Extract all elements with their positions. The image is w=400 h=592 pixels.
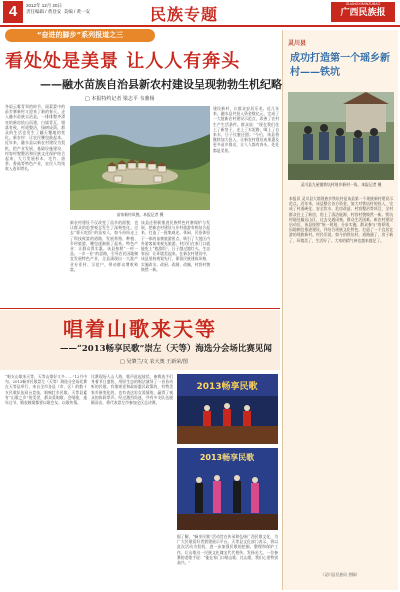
story1-photo xyxy=(70,106,210,210)
series-tag: “奋进的脚步”系列报道之三 xyxy=(5,29,155,42)
paper-name-zh: 广西民族报 xyxy=(340,8,386,18)
story1-column-3: 该县还积极推进民族特色村寨保护与发展，把新农村建设与乡村旅游有机结合起来，打造了一批集观光、休闲、民俗体验于一体的苗寨旅游景点，吸引了大批区内外游客前来观光旅游。村民们在家门口就能吃上“旅游饭”，日子越过越红火。生态家园：让环境美起来。在新农村建设中，该县坚持规划先行，保留民族建筑风格，实施改水、改厨、改厕、改圈，村容村貌焕然一新。 xyxy=(141,220,210,272)
story2-title: 唱着山歌来天等 xyxy=(63,317,217,341)
singers-stage-image xyxy=(177,448,278,530)
headline: 看处处是美景 让人人有奔头 xyxy=(5,51,241,72)
sidebar-photo xyxy=(288,92,394,180)
section-title: 民族专题 xyxy=(150,5,219,24)
stage-banner-text-2: 2013畅享民歌 xyxy=(199,453,255,462)
sidebar-byline: （灵川县民族局 供稿） xyxy=(320,572,360,577)
story2-column-3: 据了解，“畅享民歌”活动旨在传承和弘扬广西民歌文化，为广大民歌爱好者搭建展示平台。天等县文化部门表示，将以此次活动为契机，进一步加强民歌的挖掘、整理和保护工作，让山歌这一民族文化瑰宝代代相传、发扬光大。一位参赛的老歌手说：“能在家门口唱山歌、比山歌，我们心里特别高兴。” xyxy=(177,534,278,566)
stage-banner-text: 2013畅享民歌 xyxy=(196,382,258,392)
top-rule xyxy=(0,25,400,27)
story2-photo-1 xyxy=(177,374,278,444)
byline: □ 本报特约记者 梁志平 韦鼎杨 xyxy=(85,96,155,102)
paper-name xyxy=(331,2,395,22)
sidebar-title: 成功打造第一个瑶乡新村——铁坑 xyxy=(290,53,390,78)
story1-photo-caption: 苗家新村风貌。本报记者 摄 xyxy=(116,212,164,217)
sidebar-body: 本报讯 灵川县大境瑶族乡铁坑村是该县第一个瑶族新村建设示范点。近年来，该县整合各方资金，加大对铁坑村的投入，完成了村道硬化、安全饮水、危房改造、村容整治等项目，全村群众住上了新房，用上了清洁能源，村容村貌焕然一新。铁坑村地处偏远山区，过去交通闭塞，群众生活困难。新农村建设启动后，该县按照“统一规划、分步实施、群众参与”的原则，因地制宜推进建设，并结合瑶族文化特色，打造了一个宜居宜游的瑶族新村。村民们说，如今的铁坑村，道路通了，房子新了，环境美了，生活好了，大家的精气神也越来越足了。 xyxy=(289,196,393,243)
subhead: ——融水苗族自治县新农村建设呈现勃勃生机纪略 xyxy=(40,78,282,91)
story1-column-1: 冬雨云雾青翠的时节，雨蒙蒙中的苗乡寨新村又迎来了新的春天。走入融水苗族自治县，一排排整齐漂亮的新房依山而建，白墙青瓦，错落有致，村道整洁，绿树成荫，群众的生活也发生了翻天覆地的变化。新农村：让农民腰包鼓起来。近年来，融水县以新农村建设为契机，把产业发展、基础设施建设、村容村貌整治和民族文化保护结合起来，大力发展杉木、毛竹、油茶、香菇等特色产业，农民人均纯收入连年增长。 xyxy=(5,104,65,172)
story2-byline: □ 吴肇兰/文 农大奥 王新荣/图 xyxy=(120,359,188,365)
story2-photo-2 xyxy=(177,448,278,530)
paper-name-en: GUANGXIMINZUBAO xyxy=(345,2,381,6)
sidebar-photo-caption: 灵川县九屋镇铁坑村瑶乡新村一角。本报记者 摄 xyxy=(300,182,382,187)
sidebar-kicker: 灵川县 xyxy=(288,40,307,47)
story2-column-2: 比赛现场人山人海，歌声此起彼伏。参赛选手们身着节日盛装，用原生态的唱法演绎了一首首动听的民歌，有歌颂党和政府惠民政策的，有赞美家乡新变化的，也有表达男女爱情的，赢得了观众的阵阵掌声。经过激烈角逐，共有多支队伍脱颖而出，将代表崇左市参加全区总决赛。 xyxy=(91,374,173,406)
village-landscape-image xyxy=(70,106,210,210)
date-line: 2012年 12月 20日 责任编辑 / 黄登安 美编 / 黄一安 xyxy=(26,3,91,14)
masthead xyxy=(0,0,400,26)
page-number: 4 xyxy=(3,1,23,23)
officials-visit-image xyxy=(288,92,394,180)
story1-column-4: 建设新村，让群众安居乐业。近几年来，融水县共投入资金数亿元，完成了一大批新农村建设示范点，改善了农村生产生活条件。群众说：“现在我们住上了新房子，走上了水泥路，喝上了自来水，日子比蜜还甜。”今后，该县将继续加大投入，让新农村建设成果惠及更多苗乡群众，让人人都有奔头，处处都是美景。 xyxy=(213,106,279,153)
story1-column-2: 新农村建设不仅改变了苗乡的面貌，也让群众的思想观念发生了深刻变化。过去“靠天吃饭”的苗家人，如今纷纷走上了科技致富的道路，发展养殖、种植、乡村旅游，腰包逐渐鼓了起来。特色产业：让群众得实惠。该县按照“一村一品、一乡一业”的思路，引导农民因地制宜发展特色产业，全县涌现出一大批产业专业村、示范户，带动群众增收致富。 xyxy=(70,220,138,272)
stage-performance-image xyxy=(177,374,278,444)
story2-column-1: “唱支山歌来天等，天等山歌好又多……”12月中旬，2013畅享民歌崇左（天等）海选分会场比赛在天等县举行，来自全市各县（市、区）的数十支民歌队伍同台竞技，唱响壮乡民歌。天等县素有“山歌之乡”的美誉，群众爱唱歌、会唱歌，逢年过节、婚丧嫁娶都要以歌会友、以歌传情。 xyxy=(5,374,87,406)
section-divider xyxy=(0,308,280,309)
story2-subtitle: ——“2013畅享民歌”崇左（天等）海选分会场比赛见闻 xyxy=(60,344,272,354)
